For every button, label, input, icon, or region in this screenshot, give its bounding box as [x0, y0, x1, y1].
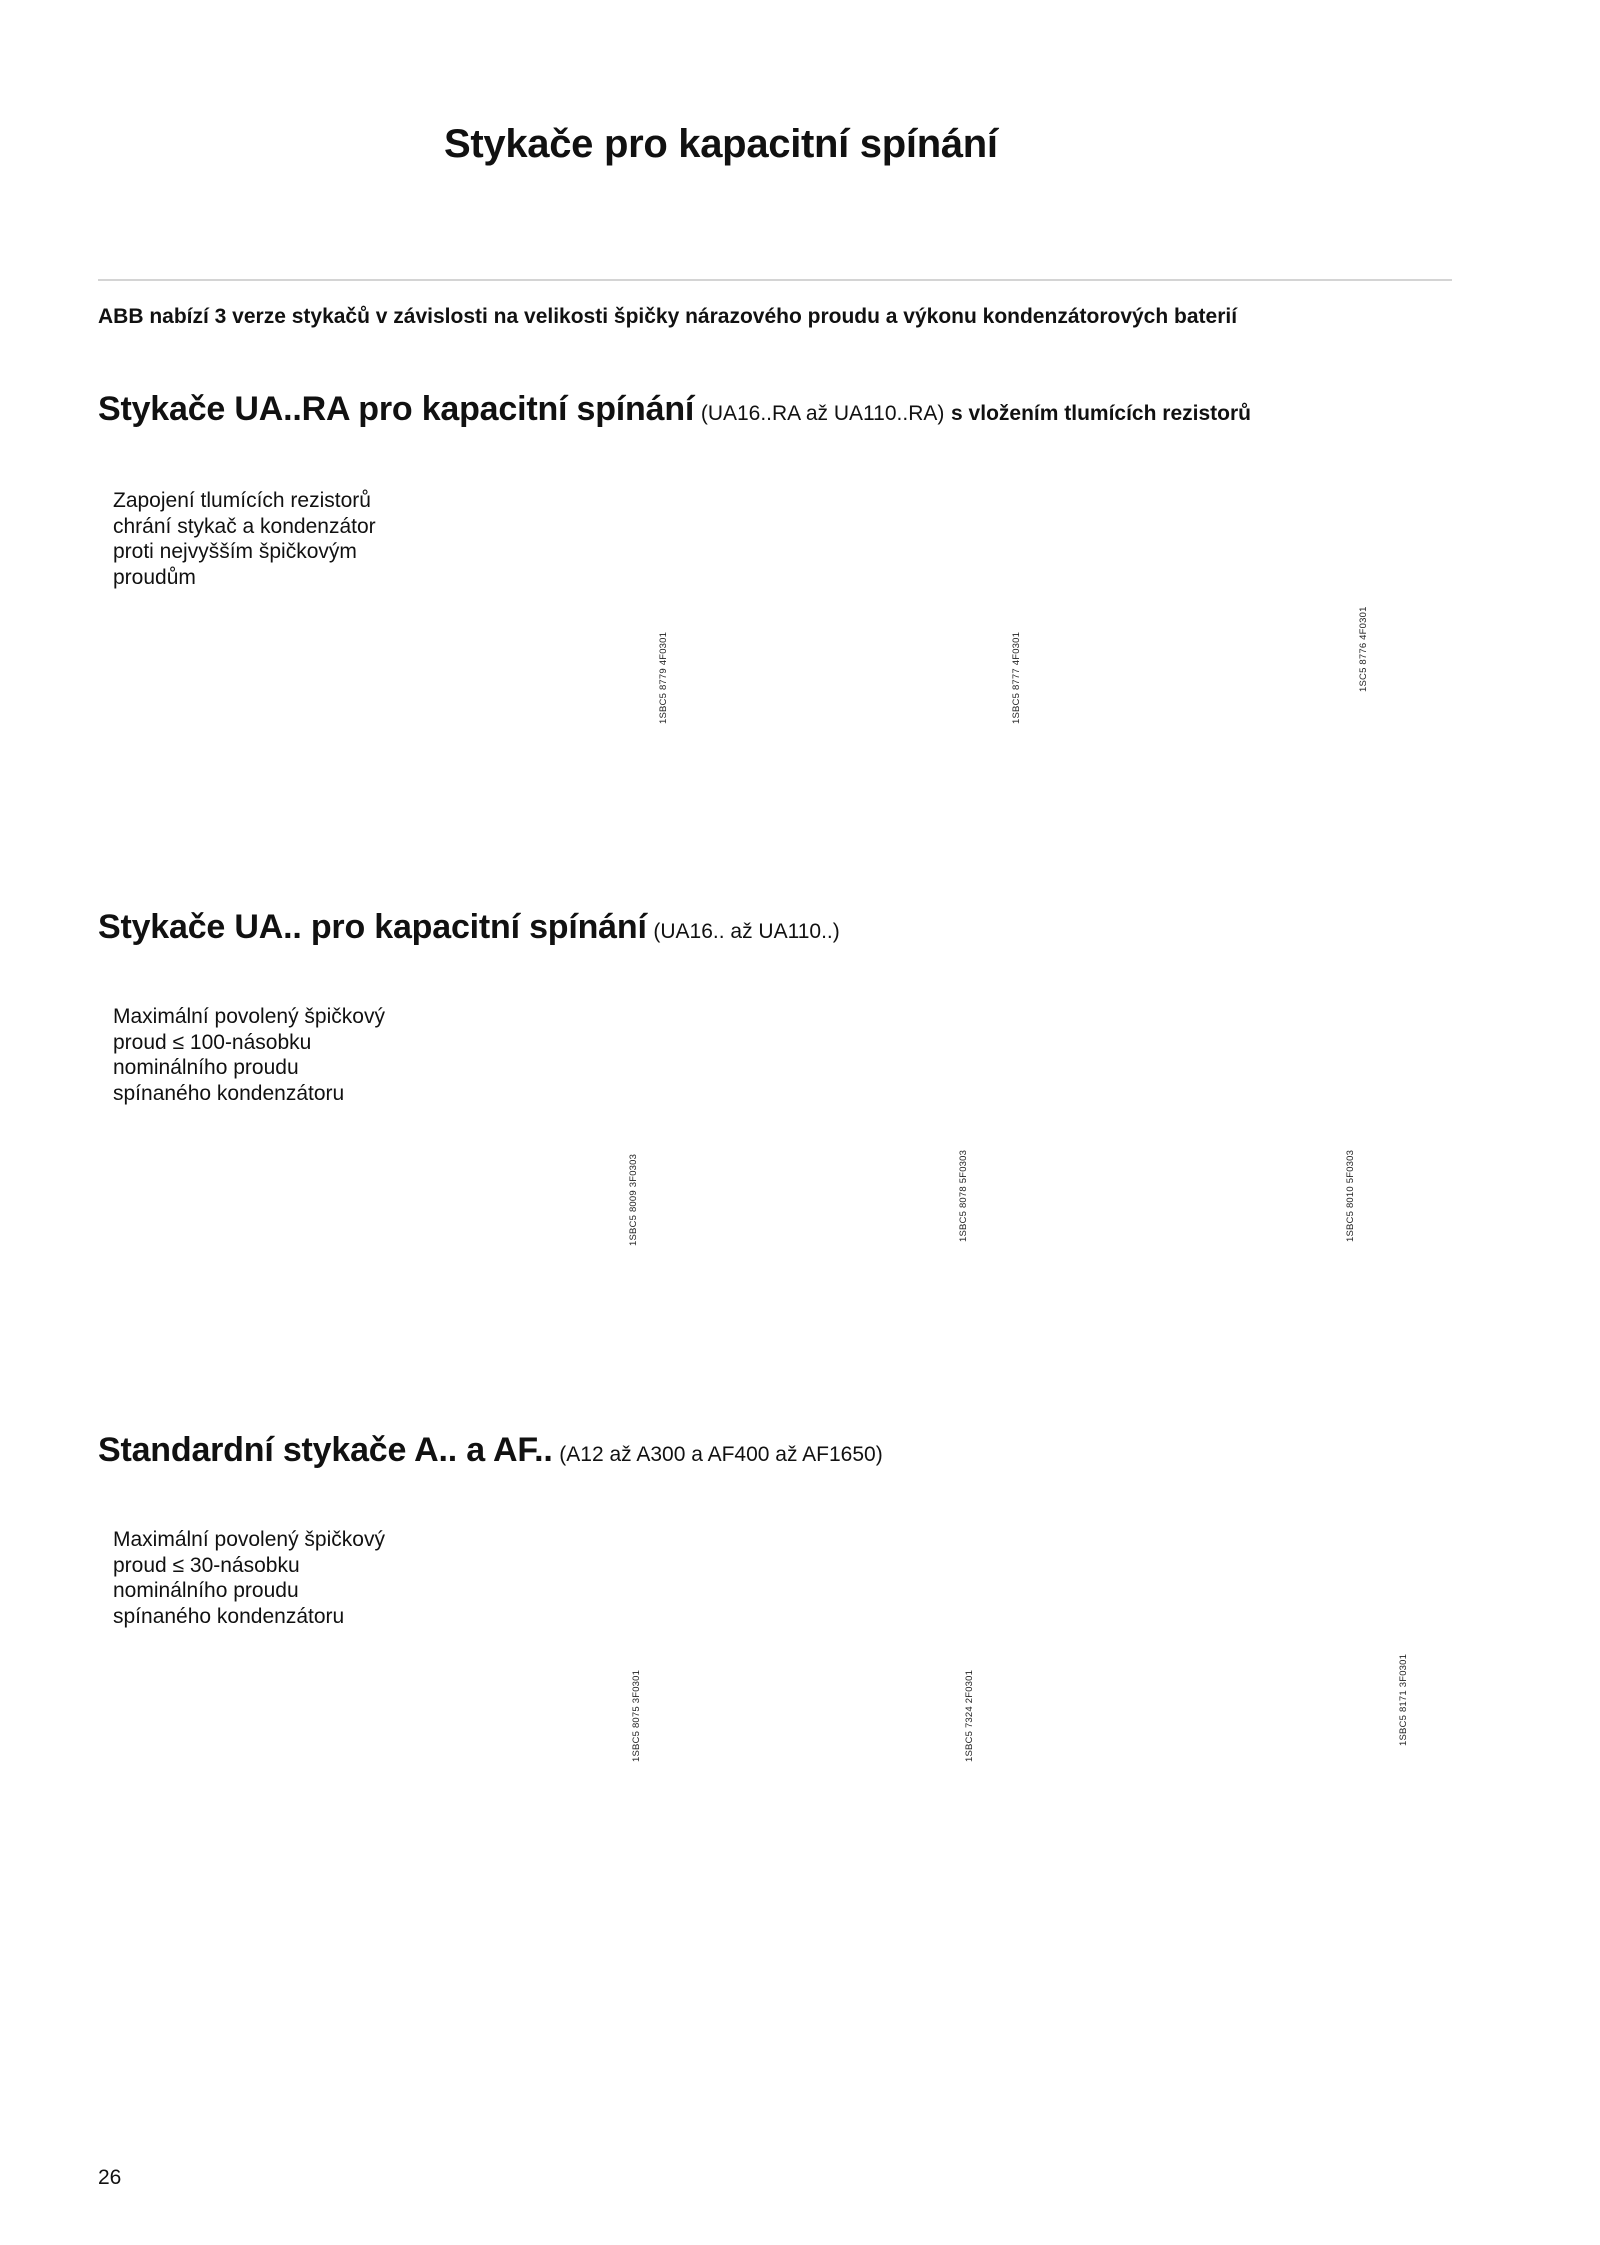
section-range: (A12 až A300 a AF400 až AF1650) — [559, 1443, 883, 1466]
section-range: (UA16.. až UA110..) — [653, 920, 840, 943]
intro-text: ABB nabízí 3 verze stykačů v závislosti na velikosti špičky nárazového proudu a výkonu kondenzátorových baterií — [98, 305, 1238, 328]
horizontal-divider — [98, 279, 1452, 281]
figure-code: 1SBC5 8078 5F0303 — [958, 1149, 969, 1242]
section-title: Stykače UA..RA pro kapacitní spínání — [98, 390, 695, 428]
section-heading — [98, 392, 1251, 426]
section-heading — [98, 1433, 883, 1467]
description-line: proti nejvyšším špičkovým — [113, 540, 357, 563]
figure-code: 1SBC5 8075 3F0301 — [631, 1669, 642, 1762]
figure-code: 1SBC5 7324 2F0301 — [964, 1669, 975, 1762]
section-description — [113, 488, 433, 590]
description-line: Maximální povolený špičkový — [113, 1005, 385, 1028]
figure-code: 1SC5 8776 4F0301 — [1358, 606, 1369, 692]
section-description — [113, 1004, 433, 1106]
page-number: 26 — [98, 2166, 122, 2189]
description-line: Zapojení tlumících rezistorů — [113, 489, 371, 512]
description-line: nominálního proudu — [113, 1579, 299, 1602]
figure-code: 1SBC5 8777 4F0301 — [1011, 631, 1022, 724]
figure-code: 1SBC5 8009 3F0303 — [628, 1153, 639, 1246]
figure-code: 1SBC5 8779 4F0301 — [658, 631, 669, 724]
description-line: spínaného kondenzátoru — [113, 1604, 345, 1628]
section-title: Standardní stykače A.. a AF.. — [98, 1431, 553, 1469]
section-suffix: s vložením tlumících rezistorů — [951, 402, 1251, 425]
description-line: proudům — [113, 565, 196, 589]
description-line: nominálního proudu — [113, 1056, 299, 1079]
description-line: Maximální povolený špičkový — [113, 1528, 385, 1551]
figure-code: 1SBC5 8171 3F0301 — [1398, 1653, 1409, 1746]
description-line: proud ≤ 100-násobku — [113, 1030, 312, 1054]
description-line: proud ≤ 30-násobku — [113, 1553, 300, 1577]
page-title: Stykače pro kapacitní spínání — [444, 122, 998, 166]
section-heading — [98, 910, 840, 944]
section-title: Stykače UA.. pro kapacitní spínání — [98, 908, 647, 946]
section-description — [113, 1527, 433, 1629]
section-range: (UA16..RA až UA110..RA) — [700, 402, 945, 425]
description-line: spínaného kondenzátoru — [113, 1081, 345, 1105]
description-line: chrání stykač a kondenzátor — [113, 514, 376, 538]
figure-code: 1SBC5 8010 5F0303 — [1345, 1149, 1356, 1242]
